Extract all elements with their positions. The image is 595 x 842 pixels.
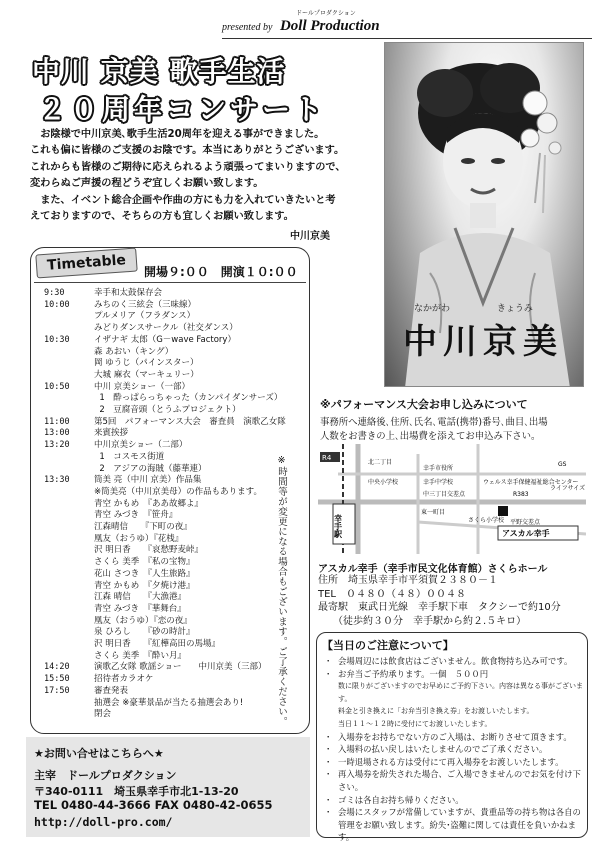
venue-walking: （徒歩約３０分 幸手駅から約２.５キロ）	[318, 615, 527, 627]
map-lifesize: ライフサイズ	[550, 485, 586, 492]
map-city-hall: 幸手市役所	[423, 465, 454, 472]
timetable-desc: プルメリア（フラダンス）	[94, 311, 196, 322]
timetable-desc: 凰友（おうゆ）『花桟』	[94, 533, 184, 544]
note-item: ・ 会場にスタッフが常備していますが、貴重品等の持ち物は各自の管理をお願い致します。紛失･盗難に関しては責任を負いかねます。	[324, 806, 586, 842]
timetable-desc: 審査発表	[94, 685, 129, 696]
note-item: ・ 入場料の払い戻しはいたしませんのでご了承ください。	[324, 743, 586, 756]
timetable-time: 13:30	[44, 475, 70, 486]
timetable-desc: 泉 ひろし 『砂の時計』	[94, 627, 195, 638]
performance-line: 人数をお書きの上､出場費を添えてお申込み下さい｡	[320, 431, 536, 442]
map-school: 中央小学校	[368, 479, 399, 486]
greeting-line: また、イベント総合企画や作曲の方にも力を入れていきたいと考	[40, 194, 336, 206]
contact-heading: ★お問い合せはこちらへ★	[34, 747, 164, 760]
greeting-message	[30, 127, 370, 225]
organizer: 主宰 ドールプロダクション	[34, 769, 177, 782]
greeting-line: お陰様で中川京美､歌手生活20周年を迎える事ができました。	[40, 129, 325, 140]
schedule-change-note: ※時間等が変更になる場合もございます。ご了承ください。	[276, 455, 287, 727]
timetable-desc: 青空 かもめ 『ああ故郷よ』	[94, 498, 203, 509]
map-route-label: R4	[322, 454, 332, 462]
timetable-desc: 青空 みづき 『笹舟』	[94, 510, 178, 521]
timetable-desc: 森 あおい（キング）	[94, 346, 174, 357]
timetable-desc: 青空 かもめ 『夕焼け港』	[94, 580, 195, 591]
timetable-desc: イザナギ 太郎（G－wave Factory）	[94, 334, 236, 345]
presented-by-label: presented by	[222, 22, 273, 33]
timetable-time: 9:30	[44, 288, 65, 298]
timetable-desc: 招待者カラオケ	[94, 674, 154, 685]
timetable-desc: 大城 麻衣（マーキュリー）	[94, 369, 199, 380]
note-item: ・ 会場周辺には飲食店はございません。飲食物持ち込み可です。	[324, 655, 586, 668]
brand-kana: ドールプロダクション	[296, 10, 356, 17]
timetable-desc: 凰友（おうゆ）『恋の夜』	[94, 615, 192, 626]
timetable-desc: ※筒美亮（中川京美母）の作品もあります。	[94, 486, 262, 497]
timetable-desc: 演歌乙女隊 歌謡ショー 中川京美（三部）	[94, 662, 267, 673]
performance-line: 事務所へ連絡後､住所､氏名､電話(携帯)番号､曲目､出場	[320, 417, 548, 428]
timetable-desc: 江森晴信 『下町の夜』	[94, 522, 192, 532]
timetable-desc: さくら 美季 『私の宝物』	[94, 557, 195, 568]
map-route2-label: R383	[513, 491, 529, 498]
organizer-phone: TEL 0480-44-3666 FAX 0480-42-0655	[34, 798, 273, 812]
map-wels: ウェルス幸手保健福祉総合センター	[483, 479, 579, 486]
timetable-time: 14:20	[44, 662, 70, 673]
timetable-divider	[34, 282, 306, 283]
map-sakura: さくら小学校	[468, 517, 505, 524]
note-item: 料金と引き換えに「お弁当引き換え券」をお渡しいたします。	[338, 707, 534, 716]
note-item: ・ 再入場券を紛失された場合、ご入場できませんのでお気を付け下さい。	[324, 768, 586, 793]
greeting-line: これも偏に皆様のご支援のお陰です。本当にありがとうございます。	[30, 145, 345, 157]
header-divider	[222, 38, 592, 39]
timetable-desc: 来賓挨拶	[94, 428, 129, 439]
venue-name: アスカル幸手（幸手市民文化体育館）さくらホール	[318, 564, 548, 575]
note-item: 数に限りがございますのでお早めにご予約下さい。内容は異なる事がございます。	[338, 682, 583, 703]
timetable-desc: 沢 明日香 『哀愁野麦峠』	[94, 545, 203, 556]
map-jhs: 幸手中学校	[423, 479, 454, 486]
timetable-desc: 青空 みづき 『華舞台』	[94, 603, 186, 614]
organizer-url[interactable]: http://doll-pro.com/	[34, 815, 173, 829]
contact-box	[26, 737, 310, 837]
timetable-time: 10:00	[44, 299, 70, 310]
note-item: 当日１１～１２時に受付にてお渡しいたします。	[338, 719, 492, 728]
timetable-desc: 中川京美ショー（二部）	[94, 440, 188, 451]
venue-phone: TEL ０４８０（４８）００４８	[318, 588, 466, 600]
timetable-time: 13:20	[44, 440, 70, 451]
timetable-desc: 1 酔っぱらっちゃった（カンパイダンサーズ）	[94, 393, 283, 404]
greeting-line: 変わらぬご声援の程どうぞ宜しくお願い致します。	[30, 178, 264, 190]
timetable-desc: みちのく三絃会（三味線）	[94, 299, 197, 310]
organizer-address: 〒340-0111 埼玉県幸手市北1-13-20	[34, 785, 239, 798]
venue-access: 最寄駅 東武日光線 幸手駅下車 タクシーで約10分	[318, 602, 561, 613]
timetable-time: 11:00	[44, 416, 70, 427]
timetable-desc: 幸手和太鼓保存会	[94, 288, 163, 298]
map-nakagomi: 中三丁目交差点	[423, 491, 466, 498]
timetable-desc: 第5回 パフォーマンス大会 審査員 演歌乙女隊	[94, 416, 286, 427]
timetable-time: 10:50	[44, 381, 70, 392]
venue-address: 住所 埼玉県幸手市平須賀２３８０－１	[318, 575, 498, 586]
timetable-desc: 沢 明日香 『紅樺高田の馬場』	[94, 639, 220, 649]
timetable-desc: 中川 京美ショー（一部）	[94, 381, 191, 392]
concert-title-line1: 中川 京美 歌手生活	[32, 55, 286, 88]
timetable-time: 15:50	[44, 674, 70, 685]
timetable-desc: 2 豆腐音頭（とうふプロジェクト）	[94, 405, 241, 415]
timetable-desc: 閉会	[94, 709, 112, 720]
timetable-time: 13:00	[44, 428, 70, 439]
brand-logo: Doll Production	[279, 18, 380, 34]
timetable-desc: さくら 美季 『酔い月』	[94, 650, 186, 661]
timetable-desc: みどりダンスサークル（社交ダンス）	[94, 323, 238, 334]
greeting-signature: 中川京美	[290, 231, 330, 242]
venue-details	[318, 574, 588, 628]
greeting-line: えておりますので、そちらの方も宜しくお願い致します。	[30, 211, 294, 223]
map-kita: 北二丁目	[368, 459, 393, 466]
timetable-desc: 抽選会 ※豪華景品が当たる抽選会あり!	[94, 697, 244, 708]
concert-title-line2: ２０周年コンサート	[38, 93, 327, 126]
presented-by	[222, 10, 592, 35]
performance-heading: ※パフォーマンス大会お申し込みについて	[320, 398, 528, 411]
note-item: ・ 入場券をお持ちでない方のご入場は、お断りさせて頂きます。	[324, 731, 586, 744]
note-item: ・ お弁当ご予約承ります。一個 ５００円	[324, 668, 586, 681]
timetable-desc: 江森 晴信 『大漁港』	[94, 592, 186, 603]
notes-heading: 【当日のご注意について】	[322, 639, 454, 652]
access-map	[318, 444, 586, 544]
notes-list	[324, 655, 586, 842]
timetable-badge: Timetable	[35, 248, 137, 279]
map-venue: アスカル幸手	[502, 529, 550, 538]
timetable-desc: 花山 さつき 『人生旅路』	[94, 568, 195, 579]
timetable-time: 10:30	[44, 334, 70, 345]
timetable-time: 17:50	[44, 685, 70, 696]
timetable-desc: 岡 ゆうじ（パインスター）	[94, 358, 199, 369]
note-item: ・ 一時退場される方は受付にて再入場券をお渡しいたします。	[324, 756, 586, 769]
open-start-times: 開場９:００ 開演１０:００	[144, 265, 298, 279]
map-heiwa: 平野交差点	[510, 519, 541, 526]
kana-given: きょうみ	[496, 304, 533, 314]
map-station: 幸手駅	[333, 514, 343, 538]
singer-name: 中川京美	[403, 322, 563, 362]
timetable-desc: 筒美 亮（中川 京美）作品集	[94, 475, 202, 486]
singer-name-kana	[404, 301, 574, 314]
note-item: ・ ゴミは各自お持ち帰りください。	[324, 794, 586, 807]
timetable-desc: 2 アジアの海賊（藤華連）	[94, 463, 207, 474]
map-gs: GS	[558, 461, 567, 468]
map-higashi: 東一町目	[421, 509, 446, 516]
greeting-line: これからも皆様のご期待に応えられるよう頑張ってまいりますので、	[30, 161, 346, 173]
timetable-desc: 1 コスモス街道	[94, 451, 165, 462]
kana-family: なかがわ	[414, 304, 451, 314]
